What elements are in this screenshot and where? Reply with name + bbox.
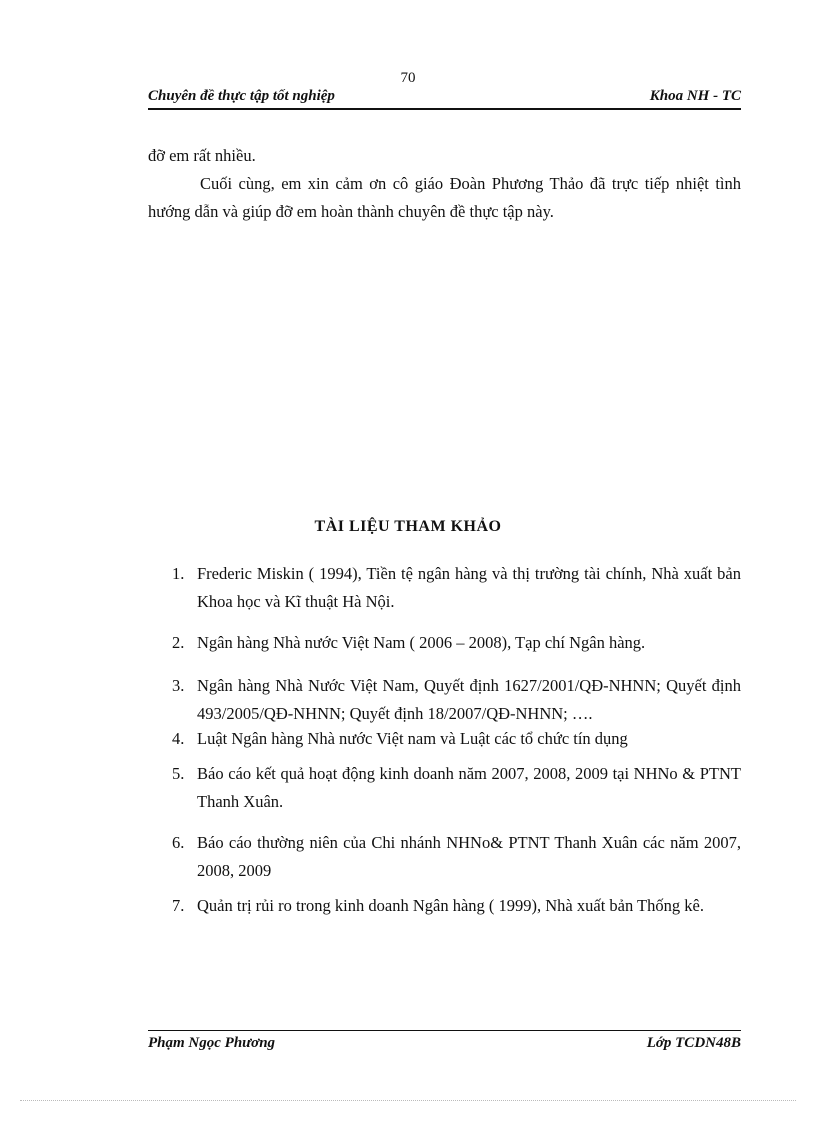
reference-text: Ngân hàng Nhà Nước Việt Nam, Quyết định 1627/2001/QĐ-NHNN; Quyết định 493/2005/QĐ-NHNN; Quyết định 18/2007/QĐ-NHNN; …. xyxy=(197,676,741,723)
reference-item xyxy=(172,725,741,753)
footer-author: Phạm Ngọc Phương xyxy=(148,1035,276,1051)
reference-text: Báo cáo kết quả hoạt động kinh doanh năm 2007, 2008, 2009 tại NHNo & PTNT Thanh Xuân. xyxy=(197,764,741,811)
paragraph-continued: đỡ em rất nhiều. xyxy=(148,146,256,165)
header-department: Khoa NH - TC xyxy=(649,88,741,104)
page-header xyxy=(148,88,741,110)
reference-text: Frederic Miskin ( 1994), Tiền tệ ngân hàng và thị trường tài chính, Nhà xuất bản Khoa học và Kĩ thuật Hà Nội. xyxy=(197,564,741,611)
reference-number: 4. xyxy=(172,729,185,748)
reference-item xyxy=(172,672,741,728)
page-number: 70 xyxy=(400,70,416,86)
page-footer xyxy=(148,1030,741,1053)
reference-item xyxy=(172,829,741,885)
reference-item xyxy=(172,760,741,816)
reference-number: 7. xyxy=(172,896,185,915)
header-title: Chuyên đề thực tập tốt nghiệp xyxy=(148,88,335,104)
reference-number: 6. xyxy=(172,833,185,852)
page-edge-divider xyxy=(20,1100,796,1101)
footer-class: Lớp TCDN48B xyxy=(646,1035,741,1051)
paragraph-acknowledgement: Cuối cùng, em xin cảm ơn cô giáo Đoàn Phương Thảo đã trực tiếp nhiệt tình hướng dẫn và giúp đỡ em hoàn thành chuyên đề thực tập này. xyxy=(148,174,741,221)
reference-number: 2. xyxy=(172,633,185,652)
reference-text: Báo cáo thường niên của Chi nhánh NHNo& PTNT Thanh Xuân các năm 2007, 2008, 2009 xyxy=(197,833,741,880)
reference-number: 1. xyxy=(172,564,185,583)
reference-number: 3. xyxy=(172,676,185,695)
reference-text: Ngân hàng Nhà nước Việt Nam ( 2006 – 2008), Tạp chí Ngân hàng. xyxy=(197,633,646,652)
reference-item xyxy=(172,560,741,616)
reference-number: 5. xyxy=(172,764,185,783)
references-title: TÀI LIỆU THAM KHẢO xyxy=(314,518,502,535)
reference-text: Luật Ngân hàng Nhà nước Việt nam và Luật các tổ chức tín dụng xyxy=(197,729,628,748)
reference-item xyxy=(172,892,741,920)
reference-item xyxy=(172,629,741,657)
reference-text: Quản trị rủi ro trong kinh doanh Ngân hàng ( 1999), Nhà xuất bản Thống kê. xyxy=(197,896,704,915)
